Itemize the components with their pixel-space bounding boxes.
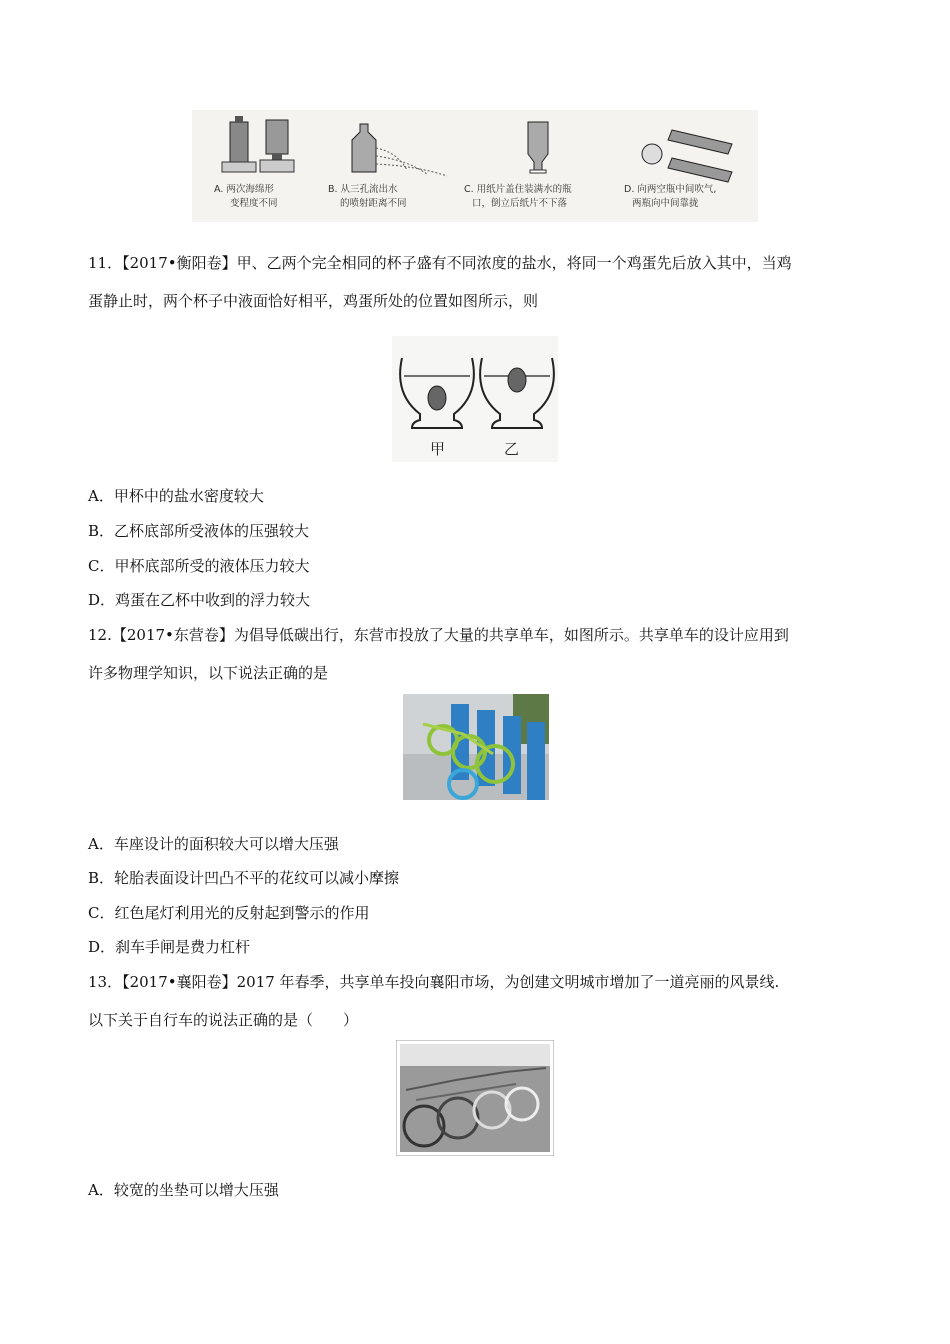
egg-cups-figure xyxy=(392,336,558,462)
caption-c-2: 口，倒立后纸片不下落 xyxy=(472,198,568,209)
caption-a-2: 变程度不同 xyxy=(230,198,278,209)
q12-option-d: D．刹车手闸是费力杠杆 xyxy=(88,938,251,956)
q12-option-b: B．轮胎表面设计凹凸不平的花纹可以减小摩擦 xyxy=(88,869,400,887)
caption-c-1: C. 用纸片盖住装满水的瓶 xyxy=(464,184,572,195)
q12-stem-line1: 12.【2017•东营卷】为倡导低碳出行，东营市投放了大量的共享单车，如图所示。共享单车的设计应用到 xyxy=(88,626,789,644)
caption-a-1: A. 两次海绵形 xyxy=(214,184,274,195)
caption-b-1: B. 从三孔流出水 xyxy=(328,184,398,195)
q13-stem-line2: 以下关于自行车的说法正确的是（ ） xyxy=(88,1011,359,1029)
shared-bikes-gray-photo xyxy=(396,1040,554,1156)
q11-option-d: D．鸡蛋在乙杯中收到的浮力较大 xyxy=(88,591,311,609)
q12-option-a: A．车座设计的面积较大可以增大压强 xyxy=(88,835,339,853)
cup-label-yi: 乙 xyxy=(504,440,520,458)
q11-option-c: C．甲杯底部所受的液体压力较大 xyxy=(88,557,310,575)
q12-stem-line2: 许多物理学知识，以下说法正确的是 xyxy=(88,664,329,682)
q11-option-a: A．甲杯中的盐水密度较大 xyxy=(88,487,264,505)
caption-b-2: 的喷射距离不同 xyxy=(340,198,407,209)
q13-option-a: A．较宽的坐垫可以增大压强 xyxy=(88,1181,279,1199)
shared-bikes-color-photo xyxy=(403,694,549,800)
q11-option-b: B．乙杯底部所受液体的压强较大 xyxy=(88,522,310,540)
q11-stem-line1: 11．【2017•衡阳卷】甲、乙两个完全相同的杯子盛有不同浓度的盐水，将同一个鸡蛋先后放入其中，当鸡 xyxy=(88,254,792,272)
q11-stem-line2: 蛋静止时，两个杯子中液面恰好相平，鸡蛋所处的位置如图所示，则 xyxy=(88,292,539,310)
caption-d-2: 两瓶向中间靠拢 xyxy=(632,198,699,209)
cup-label-jia: 甲 xyxy=(430,440,446,458)
q12-option-c: C．红色尾灯利用光的反射起到警示的作用 xyxy=(88,904,370,922)
q13-stem-line1: 13．【2017•襄阳卷】2017 年春季，共享单车投向襄阳市场，为创建文明城市增加了一道亮丽的风景线. xyxy=(88,973,780,991)
pressure-experiments-figure xyxy=(192,110,758,222)
caption-d-1: D. 向两空瓶中间吹气, xyxy=(624,184,717,195)
